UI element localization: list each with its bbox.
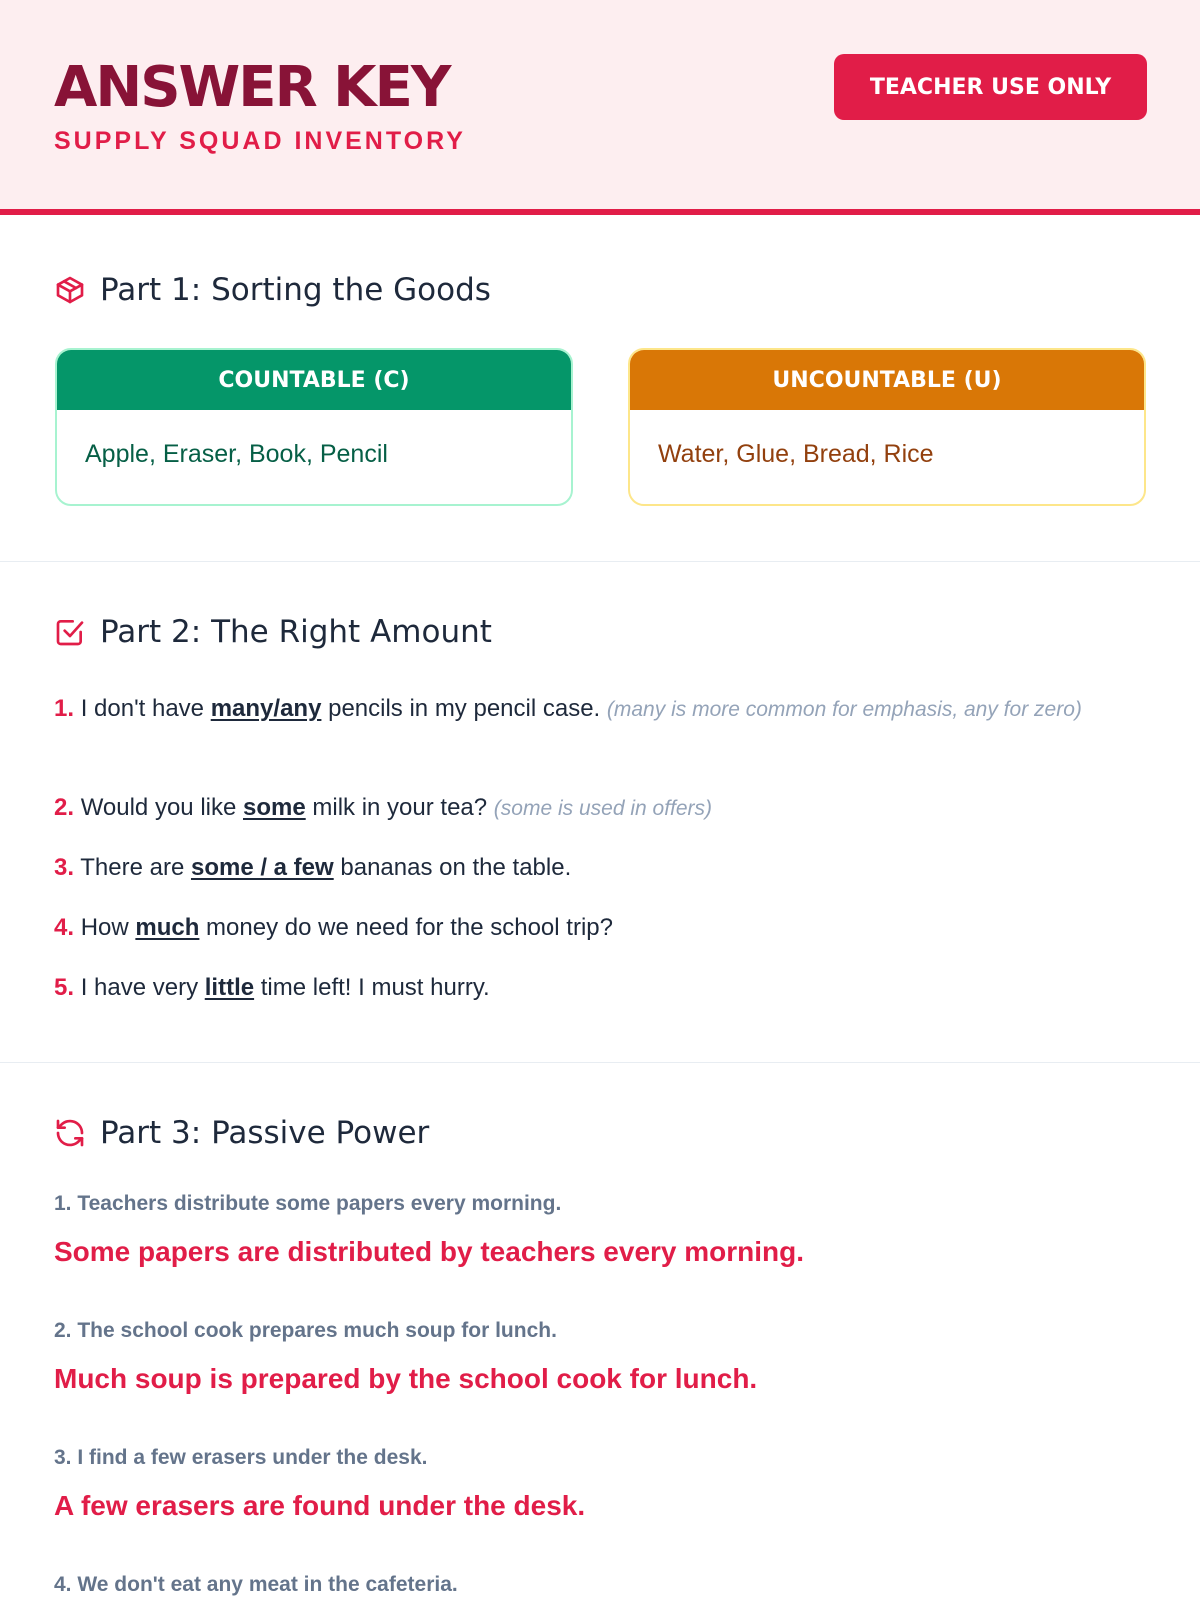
- answer: some: [243, 794, 306, 821]
- question-3: [54, 848, 1154, 888]
- question-2: [54, 788, 1154, 829]
- question-number: 3.: [54, 854, 75, 881]
- question-number: 2.: [54, 794, 75, 821]
- countable-items: Apple, Eraser, Book, Pencil: [85, 440, 388, 468]
- question-note: (some is used in offers): [493, 797, 713, 820]
- answer: much: [135, 914, 200, 941]
- countable-header: COUNTABLE (C): [57, 350, 571, 410]
- page-subtitle: SUPPLY SQUAD INVENTORY: [54, 127, 466, 155]
- question-number: 1.: [54, 695, 75, 722]
- part2-title: Part 2: The Right Amount: [100, 614, 492, 650]
- question-text: I have very: [80, 974, 205, 1001]
- part2-heading: [54, 614, 492, 650]
- question-text: pencils in my pencil case.: [321, 695, 607, 722]
- passive-answer: A few erasers are found under the desk.: [54, 1490, 586, 1521]
- part1-heading: [54, 272, 491, 308]
- original-sentence: 2. The school cook prepares much soup for lunch.: [54, 1319, 557, 1342]
- countable-box: [55, 348, 573, 506]
- answer: many/any: [210, 695, 322, 722]
- question-number: 4.: [54, 914, 75, 941]
- original-sentence: 4. We don't eat any meat in the cafeteria.: [54, 1573, 458, 1596]
- refresh-icon: [54, 1117, 86, 1149]
- uncountable-box: [628, 348, 1146, 506]
- teacher-badge: TEACHER USE ONLY: [834, 54, 1147, 120]
- package-icon: [54, 274, 86, 306]
- question-number: 5.: [54, 974, 75, 1001]
- part3-title: Part 3: Passive Power: [100, 1115, 430, 1151]
- question-text: money do we need for the school trip?: [199, 914, 613, 941]
- question-5: [54, 968, 1154, 1008]
- question-text: How: [80, 914, 136, 941]
- question-4: [54, 908, 1154, 948]
- question-text: There are: [80, 854, 191, 881]
- answer: little: [204, 974, 255, 1001]
- passive-answer: Some papers are distributed by teachers every morning.: [54, 1236, 805, 1267]
- question-text: Would you like: [80, 794, 243, 821]
- question-text: I don't have: [80, 695, 211, 722]
- part1-title: Part 1: Sorting the Goods: [100, 272, 491, 308]
- original-sentence: 3. I find a few erasers under the desk.: [54, 1446, 428, 1469]
- part3-heading: [54, 1115, 429, 1151]
- question-note: (many is more common for emphasis, any for zero): [606, 698, 1082, 721]
- question-text: time left! I must hurry.: [254, 974, 490, 1001]
- checkbox-icon: [54, 616, 86, 648]
- header: [0, 0, 1200, 215]
- question-1: [54, 689, 1154, 730]
- section-divider: [0, 1062, 1200, 1063]
- question-text: milk in your tea?: [305, 794, 494, 821]
- section-divider: [0, 561, 1200, 562]
- answer: some / a few: [190, 854, 334, 881]
- question-text: bananas on the table.: [333, 854, 572, 881]
- uncountable-items: Water, Glue, Bread, Rice: [658, 440, 934, 468]
- passive-answer: Much soup is prepared by the school cook for lunch.: [54, 1363, 758, 1394]
- page-title: ANSWER KEY: [54, 55, 450, 120]
- original-sentence: 1. Teachers distribute some papers every morning.: [54, 1192, 562, 1215]
- uncountable-header: UNCOUNTABLE (U): [630, 350, 1144, 410]
